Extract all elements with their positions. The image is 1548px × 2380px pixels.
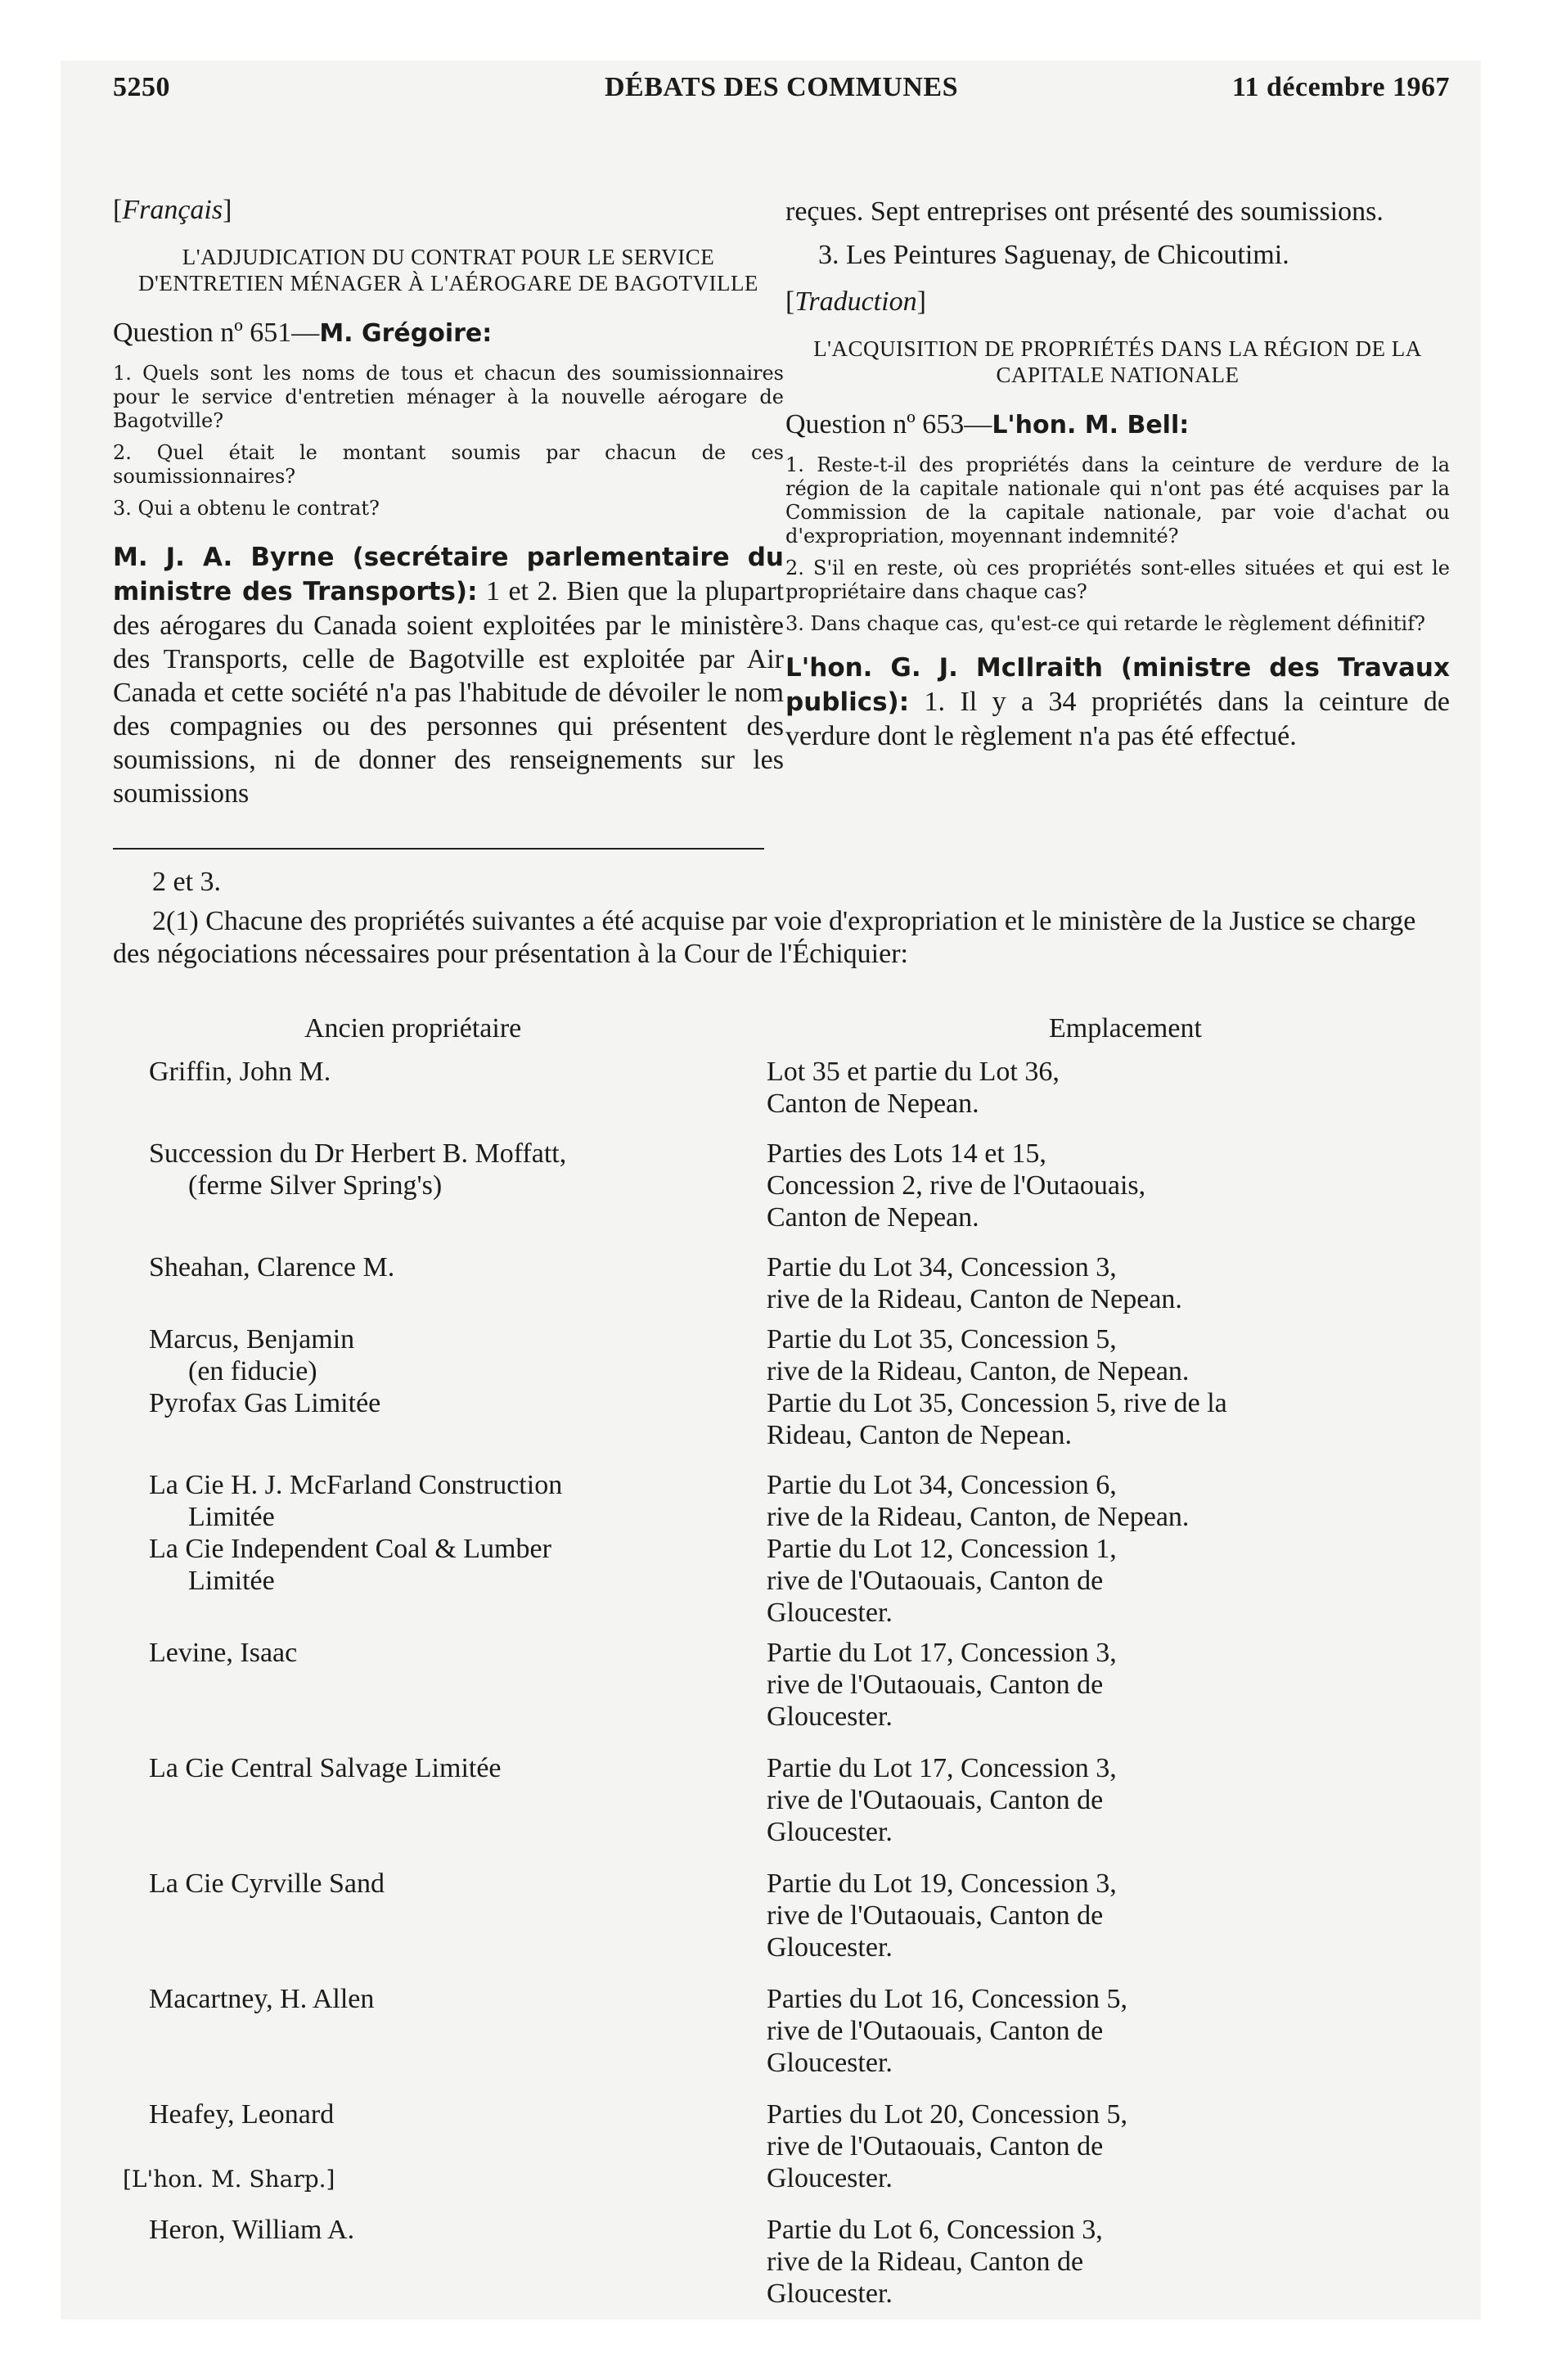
table-body [149, 1056, 1450, 2310]
question-author: L'hon. M. Bell: [992, 411, 1190, 439]
continuation-text: reçues. Sept entreprises ont présenté des soumissions. [785, 196, 1384, 227]
location-line: Gloucester. [767, 2163, 893, 2193]
table-row [149, 2214, 1450, 2310]
location-line: Parties du Lot 16, Concession 5, [767, 1984, 1128, 2014]
owner-cell [149, 1752, 767, 1848]
owner-line: Levine, Isaac [149, 1638, 298, 1668]
location-line: Canton de Nepean. [767, 1202, 979, 1233]
location-line: Partie du Lot 6, Concession 3, [767, 2215, 1103, 2245]
question-heading [113, 318, 784, 349]
owner-cell [149, 1251, 767, 1315]
location-line: rive de la Rideau, Canton, de Nepean. [767, 1356, 1190, 1386]
language-tag: [ Traduction ] [785, 286, 1450, 318]
right-column [785, 195, 1450, 753]
location-line: Parties des Lots 14 et 15, [767, 1138, 1046, 1169]
location-line: Partie du Lot 34, Concession 3, [767, 1252, 1117, 1282]
location-line: Partie du Lot 17, Concession 3, [767, 1753, 1117, 1783]
table-row [149, 1323, 1450, 1387]
location-cell [767, 1533, 1450, 1629]
owner-line: Heron, William A. [149, 2215, 355, 2245]
question-number: Question nº 653— [785, 409, 992, 439]
location-cell [767, 1983, 1450, 2079]
language-tag: [ Français ] [113, 195, 784, 226]
location-line: rive de l'Outaouais, Canton de [767, 1785, 1104, 1815]
table-row [149, 1868, 1450, 1963]
owner-line: Succession du Dr Herbert B. Moffatt, [149, 1138, 567, 1169]
location-cell [767, 1138, 1450, 1233]
speaker-name: L'hon. G. J. McIlraith (ministre des Travaux publics): [785, 653, 1450, 717]
owner-line: La Cie Central Salvage Limitée [149, 1753, 502, 1783]
table-row [149, 1983, 1450, 2079]
owner-cell [149, 1056, 767, 1120]
location-line: rive de la Rideau, Canton de Nepean. [767, 1284, 1182, 1314]
table-row [149, 1138, 1450, 1233]
owner-line: Marcus, Benjamin [149, 1324, 355, 1355]
answer-paragraph: 2(1) Chacune des propriétés suivantes a été acquise par voie d'expropriation et le ministère de la Justice se charge des négociations nécessaires pour présentation à la Cour de l'Échiquier: [113, 906, 1416, 969]
owner-cell [149, 1469, 767, 1533]
location-line: Partie du Lot 12, Concession 1, [767, 1534, 1117, 1564]
table-row [149, 2098, 1450, 2194]
location-cell [767, 1752, 1450, 1848]
owner-line: Limitée [188, 1566, 275, 1596]
location-line: Partie du Lot 19, Concession 3, [767, 1868, 1117, 1899]
location-line: Gloucester. [767, 2279, 893, 2309]
location-cell [767, 1251, 1450, 1315]
question-item: 3. Dans chaque cas, qu'est-ce qui retarde le règlement définitif? [785, 612, 1425, 635]
table-row [149, 1251, 1450, 1315]
table-row [149, 1056, 1450, 1120]
table-row [149, 1752, 1450, 1848]
publication-date: 11 décembre 1967 [1231, 72, 1450, 102]
location-line: rive de l'Outaouais, Canton de [767, 1566, 1104, 1596]
location-cell [767, 1469, 1450, 1533]
location-line: rive de l'Outaouais, Canton de [767, 1670, 1104, 1700]
location-line: Rideau, Canton de Nepean. [767, 1420, 1072, 1450]
question-item: 3. Qui a obtenu le contrat? [113, 497, 380, 520]
left-column [113, 195, 784, 810]
table-row [149, 1533, 1450, 1629]
owner-cell [149, 1983, 767, 2079]
location-line: Concession 2, rive de l'Outaouais, [767, 1170, 1146, 1201]
full-width-section [113, 866, 1450, 971]
answer-paragraph [113, 540, 784, 810]
table-header [149, 1013, 1450, 1056]
answer-item: 3. Les Peintures Saguenay, de Chicoutimi. [818, 240, 1289, 270]
owner-cell [149, 1868, 767, 1963]
page-footer: [L'hon. M. Sharp.] [123, 2166, 335, 2193]
location-line: Lot 35 et partie du Lot 36, [767, 1057, 1060, 1087]
owner-line: (ferme Silver Spring's) [188, 1170, 443, 1201]
owner-line: Pyrofax Gas Limitée [149, 1388, 381, 1418]
location-cell [767, 1056, 1450, 1120]
question-item: 1. Reste-t-il des propriétés dans la ceinture de verdure de la région de la capitale nationale qui n'ont pas été acquises par la Commission de la capitale nationale, par voie d'achat ou d'expropriation, moyennant indemnité? [785, 453, 1450, 548]
location-line: Gloucester. [767, 1702, 893, 1732]
publication-title: DÉBATS DES COMMUNES [604, 72, 959, 102]
location-line: rive de l'Outaouais, Canton de [767, 1900, 1104, 1931]
question-heading [785, 409, 1450, 440]
location-line: Partie du Lot 34, Concession 6, [767, 1470, 1117, 1500]
speaker-name: M. J. A. Byrne (secrétaire parlementaire du ministre des Transports): [113, 543, 784, 606]
location-line: Gloucester. [767, 1817, 893, 1847]
location-cell [767, 2214, 1450, 2310]
location-line: Partie du Lot 35, Concession 5, rive de la [767, 1388, 1227, 1418]
column-divider-rule [113, 848, 764, 850]
owner-line: La Cie H. J. McFarland Construction [149, 1470, 563, 1500]
owner-cell [149, 2214, 767, 2310]
question-item: 1. Quels sont les noms de tous et chacun des soumissionnaires pour le service d'entretien ménager à la nouvelle aérogare de Bagotville? [113, 362, 784, 432]
location-line: Gloucester. [767, 2048, 893, 2078]
location-line: rive de l'Outaouais, Canton de [767, 2131, 1104, 2161]
page-number: 5250 [113, 72, 170, 102]
location-line: rive de l'Outaouais, Canton de [767, 2016, 1104, 2046]
location-line: Partie du Lot 35, Concession 5, [767, 1324, 1117, 1355]
section-title: L'ACQUISITION DE PROPRIÉTÉS DANS LA RÉGION DE LA CAPITALE NATIONALE [813, 336, 1422, 387]
location-line: Gloucester. [767, 1932, 893, 1963]
location-cell [767, 1387, 1450, 1451]
table-row [149, 1387, 1450, 1451]
answer-text: 1 et 2. Bien que la plupart des aérogares du Canada soient exploitées par le ministère des Transports, celle de Bagotville est exploitée par Air Canada et cette société n'a pas l'habitude de dévoiler le nom des compagnies ou des personnes qui présentent des soumissions, ni de donner des renseignements sur les soumissions [113, 576, 785, 809]
owner-line: Limitée [188, 1502, 275, 1532]
location-cell [767, 1323, 1450, 1387]
owner-line: La Cie Cyrville Sand [149, 1868, 385, 1899]
question-item: 2. Quel était le montant soumis par chacun de ces soumissionnaires? [113, 441, 784, 488]
location-line: rive de la Rideau, Canton, de Nepean. [767, 1502, 1190, 1532]
owner-line: (en fiducie) [188, 1356, 317, 1386]
table-row [149, 1469, 1450, 1533]
owner-cell [149, 1637, 767, 1733]
location-line: Canton de Nepean. [767, 1089, 979, 1119]
owner-cell [149, 1533, 767, 1629]
owner-line: Sheahan, Clarence M. [149, 1252, 395, 1282]
page-header [113, 72, 1450, 118]
column-header-location: Emplacement [1049, 1013, 1202, 1044]
location-line: Gloucester. [767, 1598, 893, 1628]
question-author: M. Grégoire: [319, 319, 493, 348]
owner-cell [149, 1387, 767, 1451]
location-cell [767, 1637, 1450, 1733]
location-line: Parties du Lot 20, Concession 5, [767, 2099, 1128, 2130]
location-cell [767, 1868, 1450, 1963]
section-title: L'ADJUDICATION DU CONTRAT POUR LE SERVICE D'ENTRETIEN MÉNAGER À L'AÉROGARE DE BAGOTVILLE [138, 245, 758, 295]
answer-text: 1. Il y a 34 propriétés dans la ceinture de verdure dont le règlement n'a pas été effectué. [785, 687, 1451, 751]
answer-paragraph [785, 651, 1450, 753]
owner-cell [149, 1323, 767, 1387]
question-number: Question nº 651— [113, 318, 320, 348]
table-row [149, 1637, 1450, 1733]
location-line: Partie du Lot 17, Concession 3, [767, 1638, 1117, 1668]
owner-cell [149, 1138, 767, 1233]
owner-line: Griffin, John M. [149, 1057, 331, 1087]
owner-line: La Cie Independent Coal & Lumber [149, 1534, 551, 1564]
owner-line: Macartney, H. Allen [149, 1984, 375, 2014]
owner-line: Heafey, Leonard [149, 2099, 335, 2130]
location-line: rive de la Rideau, Canton de [767, 2247, 1084, 2277]
answer-item: 2 et 3. [152, 867, 222, 897]
location-cell [767, 2098, 1450, 2194]
question-item: 2. S'il en reste, où ces propriétés sont-elles situées et qui est le propriétaire dans chaque cas? [785, 557, 1450, 603]
column-header-owner: Ancien propriétaire [304, 1013, 522, 1044]
property-table [149, 1013, 1450, 2310]
